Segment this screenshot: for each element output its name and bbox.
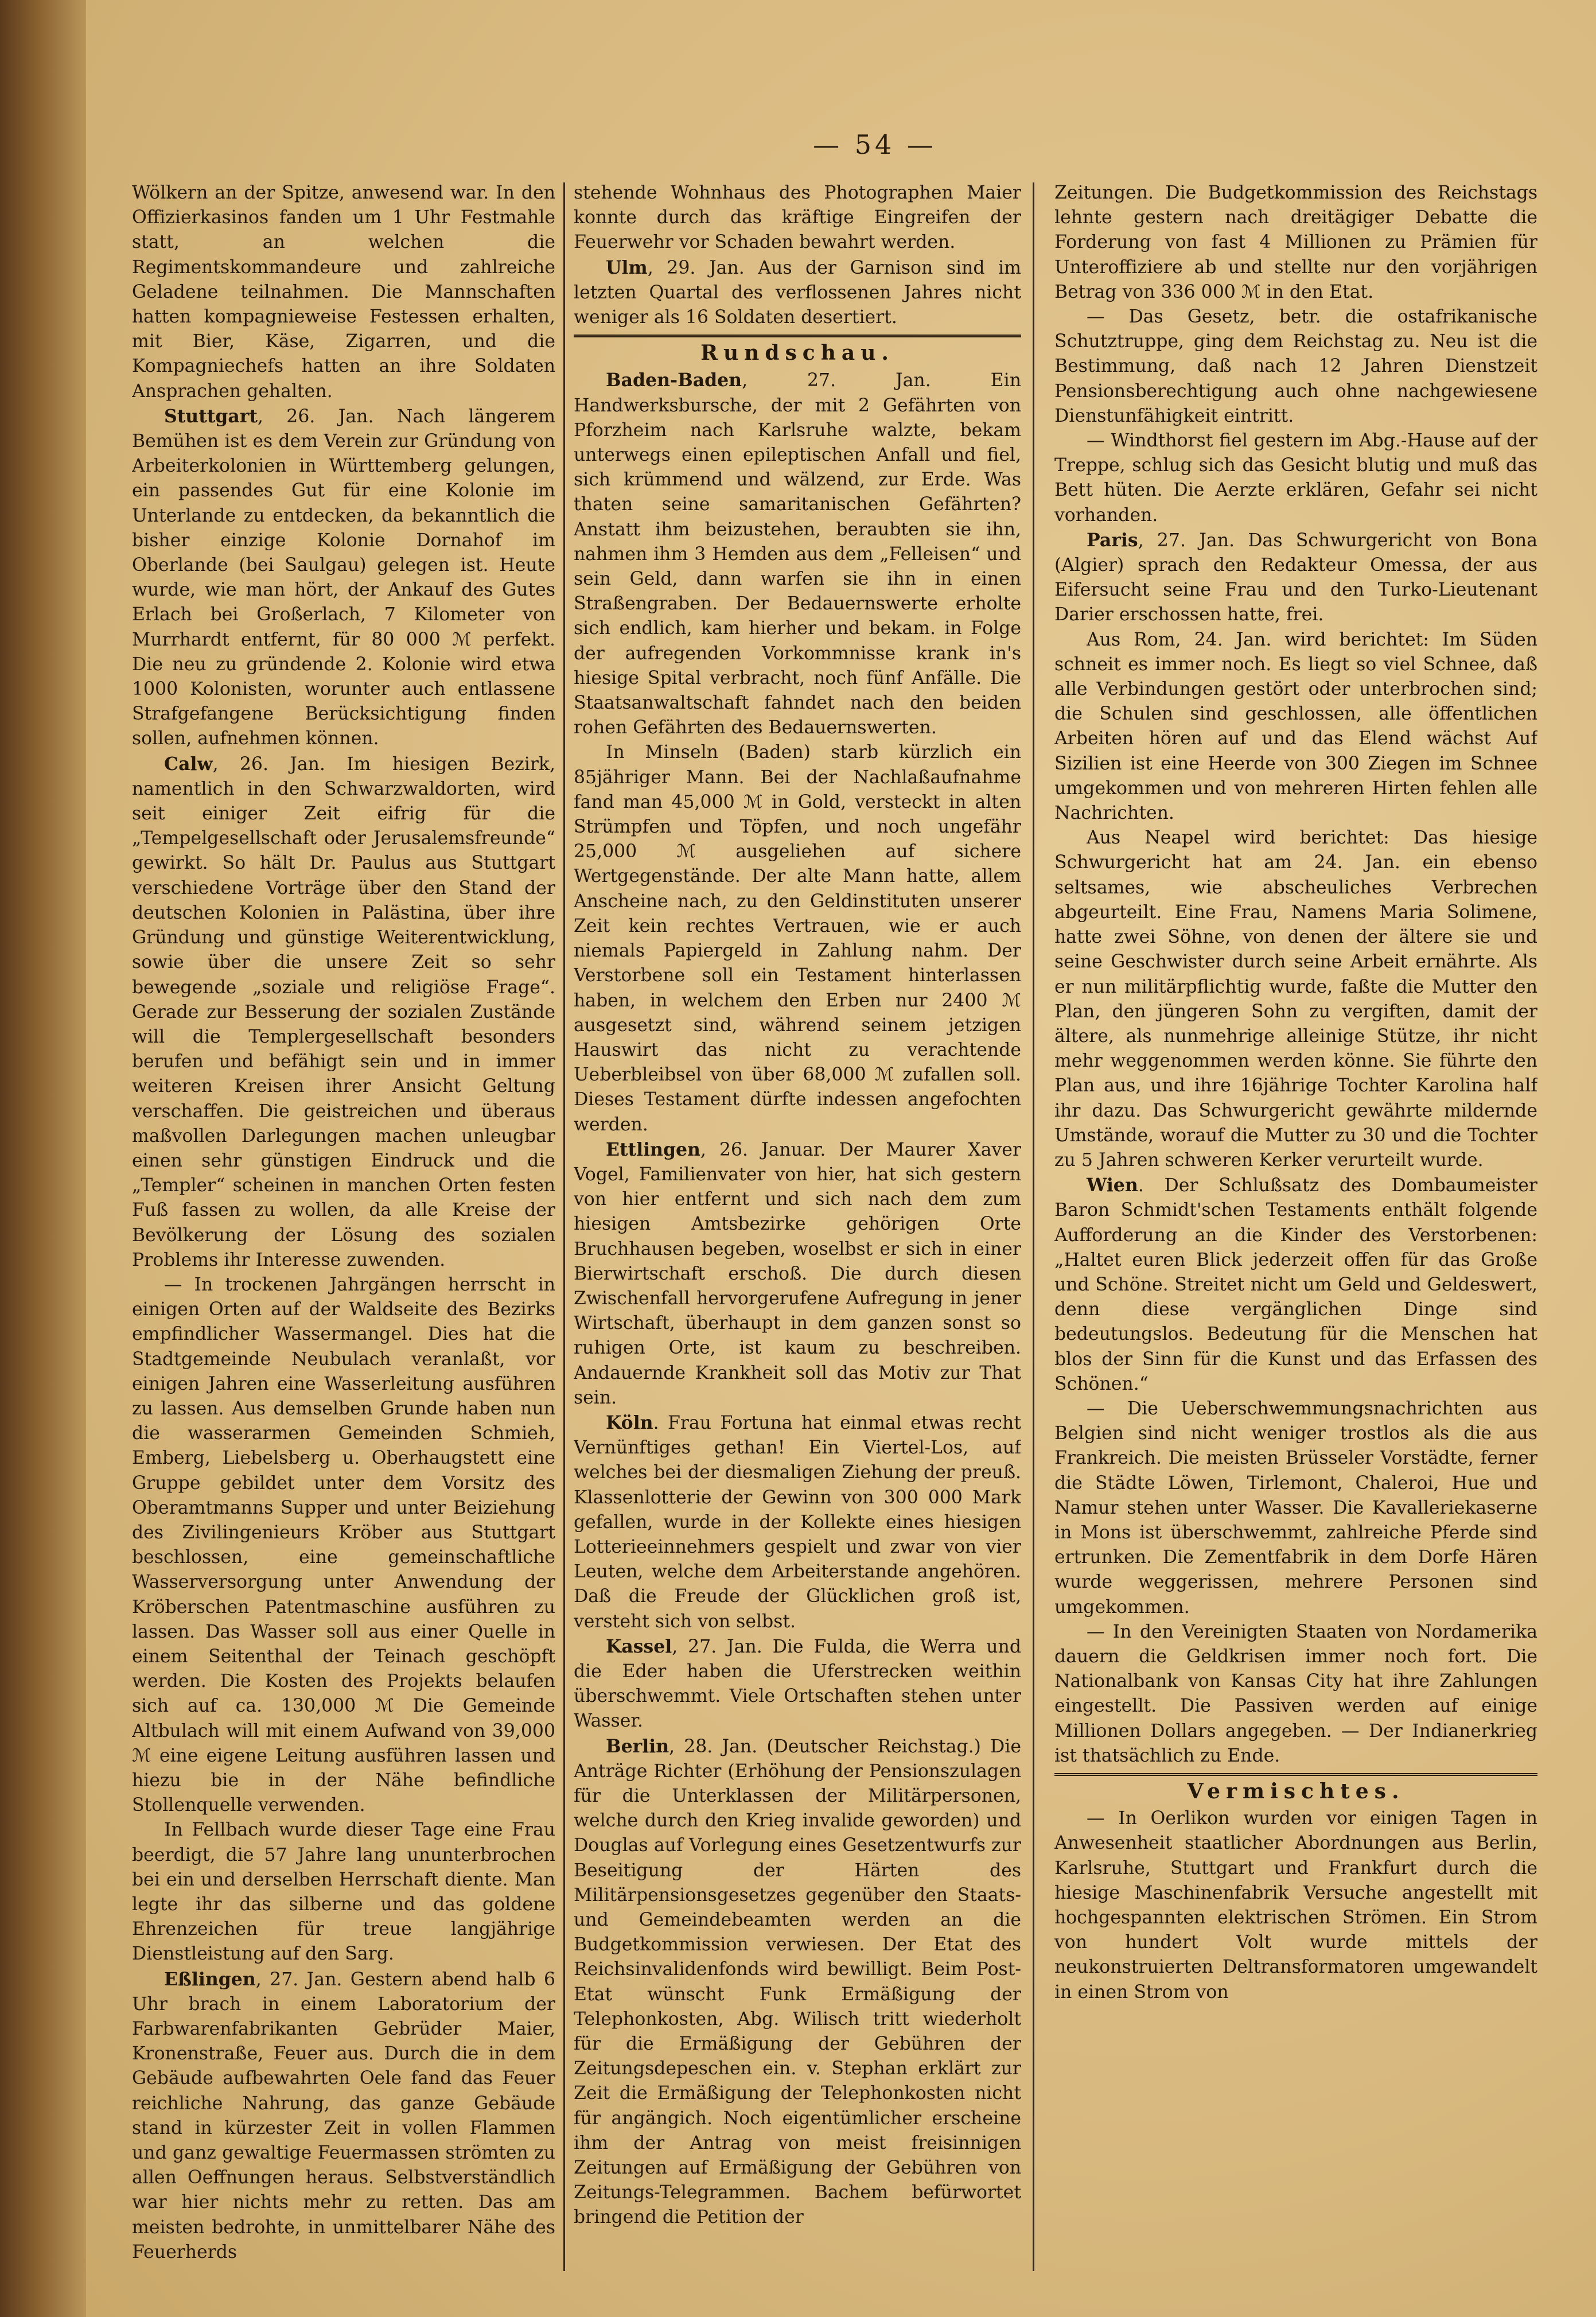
paragraph: Köln. Frau Fortuna hat einmal etwas recht Vernünftiges gethan! Ein Viertel-Los, auf welches bei der diesmaligen Ziehung der preuß. Klassenlotterie der Gewinn von 300 000 Mark gefallen, wurde in der Kollekte eines hiesigen Lotterieeinnehmers gespielt und zwar von vier Leuten, welche dem Arbeiterstande angehören. Daß die Freude der Glücklichen groß ist, versteht sich von selbst. <box>574 1412 1021 1632</box>
paragraph: stehende Wohnhaus des Photographen Maier konnte durch das kräftige Eingreifen der Feuerwehr vor Schaden bewahrt werden. <box>574 182 1021 253</box>
paragraph: — Windthorst fiel gestern im Abg.-Hause auf der Treppe, schlug sich das Gesicht blutig und muß das Bett hüten. Die Aerzte erklären, Gefahr sei nicht vorhanden. <box>1054 430 1537 526</box>
paragraph: Zeitungen. Die Budgetkommission des Reichstags lehnte gestern nach dreitägiger Debatte die Forderung von fast 4 Millionen zu Prämien für Unteroffiziere ab und stellte nur den vorjährigen Betrag von 336 000 ℳ in den Etat. <box>1054 182 1537 302</box>
paragraph: Wölkern an der Spitze, anwesend war. In den Offizierkasinos fanden um 1 Uhr Festmahle statt, an welchen die Regimentskommandeure und zahlreiche Geladene teilnahmen. Die Mannschaften hatten kompagnieweise Festessen erhalten, mit Bier, Käse, Zigarren, und die Kompagniechefs hatten an ihre Soldaten Ansprachen gehalten. <box>132 182 555 402</box>
paragraph: Ulm, 29. Jan. Aus der Garnison sind im letzten Quartal des verflossenen Jahres nicht weniger als 16 Soldaten desertiert. <box>574 256 1021 328</box>
section-rule <box>1054 1773 1537 1776</box>
paragraph: Aus Neapel wird berichtet: Das hiesige Schwurgericht hat am 24. Jan. ein ebenso seltsames, wie abscheuliches Verbrechen abgeurteilt. Eine Frau, Namens Maria Solimene, hatte zwei Söhne, von denen der ältere sie und seine Geschwister durch seine Arbeit ernährte. Als er nun militärpflichtig wurde, faßte die Mutter den Plan, den jüngeren Sohn zu vergiften, damit der ältere, als nunmehrige alleinige Stütze, ihr nicht mehr weggenommen werden könne. Sie führte den Plan aus, und ihre 16jährige Tochter Karolina half ihr dazu. Das Schwurgericht gewährte mildernde Umstände, worauf die Mutter zu 30 und die Tochter zu 5 Jahren schweren Kerker verurteilt wurde. <box>1054 827 1537 1171</box>
section-heading-rundschau: Rundschau. <box>700 341 894 366</box>
paragraph: — In Oerlikon wurden vor einigen Tagen in Anwesenheit staatlicher Abordnungen aus Berlin, Karlsruhe, Stuttgart und Frankfurt durch die hiesige Maschinenfabrik Versuche angestellt mit hochgespannten elektrischen Strömen. Ein Strom von hundert Volt wurde mittels der neukonstruierten Deltransformatoren umgewandelt in einen Strom von <box>1054 1808 1537 2003</box>
column-3 <box>1054 181 1537 2269</box>
newspaper-page <box>86 0 1596 2317</box>
place-name: Ulm <box>606 256 648 278</box>
page-number: — 54 — <box>813 129 937 160</box>
column-1 <box>132 181 555 2269</box>
place-name: Berlin <box>606 1735 669 1757</box>
paragraph: Paris, 27. Jan. Das Schwurgericht von Bona (Algier) sprach den Redakteur Omessa, der aus Eifersucht seine Frau und den Turko-Lieutenant Darier erschossen hatte, frei. <box>1054 529 1537 625</box>
paragraph: Eßlingen, 27. Jan. Gestern abend halb 6 Uhr brach in einem Laboratorium der Farbwarenfabrikanten Gebrüder Maier, Kronenstraße, Feuer aus. Durch die in dem Gebäude aufbewahrten Oele fand das Feuer reichliche Nahrung, das ganze Gebäude stand in kürzester Zeit in vollen Flammen und ganz gewaltige Feuermassen strömten zu allen Oeffnungen heraus. Selbstverständlich war hier nichts mehr zu retten. Das am meisten bedrohte, in unmittelbarer Nähe des Feuerherds <box>132 1968 555 2262</box>
section-rule <box>574 335 1021 337</box>
paragraph: Ettlingen, 26. Januar. Der Maurer Xaver Vogel, Familienvater von hier, hat sich gestern von hier entfernt und sich nach dem zum hiesigen Amtsbezirke gehörigen Orte Bruchhausen begeben, woselbst er sich in einer Bierwirtschaft erschoß. Die durch diesen Zwischenfall hervorgerufene Aufregung in jener Wirtschaft, überhaupt in dem ganzen sonst so ruhigen Orte, ist kaum zu beschreiben. Andauernde Krankheit soll das Motiv zur That sein. <box>574 1138 1021 1408</box>
paragraph: — In trockenen Jahrgängen herrscht in einigen Orten auf der Waldseite des Bezirks empfindlicher Wassermangel. Dies hat die Stadtgemeinde Neubulach veranlaßt, vor einigen Jahren eine Wasserleitung ausführen zu lassen. Aus demselben Grunde haben nun die wasserarmen Gemeinden Schmieh, Emberg, Liebelsberg u. Oberhaugstett eine Gruppe gebildet unter dem Vorsitz des Oberamtmanns Supper und unter Beiziehung des Zivilingenieurs Kröber aus Stuttgart beschlossen, eine gemeinschaftliche Wasserversorgung unter Anwendung der Kröberschen Patentmaschine ausführen zu lassen. Das Wasser soll aus einer Quelle in einem Seitenthal der Teinach geschöpft werden. Die Kosten des Projekts belaufen sich auf ca. 130,000 ℳ Die Gemeinde Altbulach will mit einem Aufwand von 39,000 ℳ eine eigene Leitung ausführen lassen und hiezu bie in der Nähe befindliche Stollenquelle verwenden. <box>132 1274 555 1816</box>
column-2 <box>574 181 1021 2269</box>
paragraph: — Die Ueberschwemmungsnachrichten aus Belgien sind nicht weniger trostlos als die aus Frankreich. Die meisten Brüsseler Vorstädte, ferner die Städte Löwen, Tirlemont, Chaleroi, Hue und Namur stehen unter Wasser. Die Kavalleriekaserne in Mons ist überschwemmt, zahlreiche Pferde sind ertrunken. Die Zementfabrik in dem Dorfe Hären wurde weggerissen, mehrere Personen sind umgekommen. <box>1054 1398 1537 1618</box>
place-name: Eßlingen <box>164 1968 256 1990</box>
place-name: Baden-Baden <box>606 370 742 391</box>
book-gutter <box>0 0 86 2317</box>
paragraph: Calw, 26. Jan. Im hiesigen Bezirk, namentlich in den Schwarzwaldorten, wird seit einiger Zeit eifrig für die „Tempelgesellschaft oder Jerusalemsfreunde“ gewirkt. So hält Dr. Paulus aus Stuttgart verschiedene Vorträge über den Stand der deutschen Kolonien in Palästina, über ihre Gründung und günstige Weiterentwicklung, sowie über die unsere Zeit so sehr bewegende „soziale und religiöse Frage“. Gerade zur Besserung der sozialen Zustände will die Templergesellschaft besonders berufen und befähigt sein und in immer weiteren Kreisen ihrer Ansicht Geltung verschaffen. Die geistreichen und überaus maßvollen Darlegungen machen unleugbar einen sehr günstigen Eindruck und die „Templer“ scheinen in manchen Orten festen Fuß fassen zu wollen, da alle Kreise der Bevölkerung der Lösung des sozialen Problems ihr Interesse zuwenden. <box>132 753 555 1270</box>
column-divider <box>563 182 565 2271</box>
paragraph: Berlin, 28. Jan. (Deutscher Reichstag.) Die Anträge Richter (Erhöhung der Pensionszulagen für die Unterklassen der Militärpersonen, welche durch den Krieg invalide geworden) und Douglas auf Vorlegung eines Gesetzentwurfs zur Beseitigung der Härten des Militärpensionsgesetzes gegenüber den Staats- und Gemeindebeamten werden an die Budgetkommission verwiesen. Der Etat des Reichsinvalidenfonds wird bewilligt. Beim Post-Etat wünscht Funk Ermäßigung der Telephonkosten, Abg. Wilisch tritt wiederholt für die Ermäßigung der Gebühren der Zeitungsdepeschen ein. v. Stephan erklärt zur Zeit die Ermäßigung der Telephonkosten nicht für angängich. Noch eigentümlicher erscheine ihm der Antrag von meist freisinnigen Zeitungen auf Ermäßigung der Gebühren von Zeitungs-Telegrammen. Bachem befürwortet bringend die Petition der <box>574 1735 1021 2228</box>
paragraph: Wien. Der Schlußsatz des Dombaumeister Baron Schmidt'schen Testaments enthält folgende Aufforderung an die Kinder des Verstorbenen: „Haltet euren Blick jederzeit offen für das Große und Schöne. Streitet nicht um Geld und Geldeswert, denn diese vergänglichen Dinge sind bedeutungslos. Bedeutung für die Menschen hat blos der Sinn für die Kunst und das Erfassen des Schönen.“ <box>1054 1175 1537 1394</box>
place-name: Kassel <box>606 1635 672 1657</box>
paragraph: Kassel, 27. Jan. Die Fulda, die Werra und die Eder haben die Uferstrecken weithin überschwemmt. Viele Ortschaften stehen unter Wasser. <box>574 1635 1021 1732</box>
paragraph: Stuttgart, 26. Jan. Nach längerem Bemühen ist es dem Verein zur Gründung von Arbeiterkolonien in Württemberg gelungen, ein passendes Gut für eine Kolonie im Unterlande zu entdecken, da bekanntlich die bisher einzige Kolonie Dornahof im Oberlande (bei Saulgau) gelegen ist. Heute wurde, wie man hört, der Ankauf des Gutes Erlach bei Großerlach, 7 Kilometer von Murrhardt entfernt, für 80 000 ℳ perfekt. Die neu zu gründende 2. Kolonie wird etwa 1000 Kolonisten, worunter auch entlassene Strafgefangene Berücksichtigung finden sollen, aufnehmen können. <box>132 405 555 749</box>
paragraph: — Das Gesetz, betr. die ostafrikanische Schutztruppe, ging dem Reichstag zu. Neu ist die Bestimmung, daß nach 12 Jahren Dienstzeit Pensionsberechtigung auch ohne nachgewiesene Dienstunfähigkeit eintritt. <box>1054 306 1537 426</box>
place-name: Paris <box>1087 529 1138 551</box>
section-heading-vermischtes: Vermischtes. <box>1187 1779 1405 1803</box>
paragraph: Baden-Baden, 27. Jan. Ein Handwerksbursche, der mit 2 Gefährten von Pforzheim nach Karlsruhe walzte, bekam unterwegs einen epileptischen Anfall und fiel, sich krümmend und wälzend, zur Erde. Was thaten seine samaritanischen Gefährten? Anstatt ihm beizustehen, beraubten sie ihn, nahmen ihm 3 Hemden aus dem „Felleisen“ und sein Geld, dann warfen sie ihn in einen Straßengraben. Der Bedauernswerte erholte sich endlich, kam hierher und bekam. in Folge der aufregenden Vorkommnisse krank in's hiesige Spital verbracht, noch fünf Anfälle. Die Staatsanwaltschaft fahndet nach den beiden rohen Gefährten des Bedauernswerten. <box>574 370 1021 738</box>
paragraph: Aus Rom, 24. Jan. wird berichtet: Im Süden schneit es immer noch. Es liegt so viel Schnee, daß alle Verbindungen gestört oder unterbrochen sind; die Schulen sind geschlossen, alle öffentlichen Arbeiten hören auf und das Elend wächst Auf Sizilien ist eine Heerde von 300 Ziegen im Schnee umgekommen und von mehreren Hirten fehlen alle Nachrichten. <box>1054 629 1537 824</box>
paragraph: In Fellbach wurde dieser Tage eine Frau beerdigt, die 57 Jahre lang ununterbrochen bei ein und derselben Herrschaft diente. Man legte ihr das silberne und das goldene Ehrenzeichen für treue langjährige Dienstleistung auf den Sarg. <box>132 1820 555 1965</box>
place-name: Ettlingen <box>606 1138 700 1160</box>
place-name: Köln <box>606 1412 653 1433</box>
place-name: Calw <box>164 753 213 775</box>
paragraph: — In den Vereinigten Staaten von Nordamerika dauern die Geldkrisen immer noch fort. Die Nationalbank von Kansas City hat ihre Zahlungen eingestellt. Die Passiven werden auf einige Millionen Dollars angegeben. — Der Indianerkrieg ist thatsächlich zu Ende. <box>1054 1621 1537 1766</box>
column-divider <box>1033 182 1034 2271</box>
paragraph: In Minseln (Baden) starb kürzlich ein 85jähriger Mann. Bei der Nachlaßaufnahme fand man 45,000 ℳ in Gold, versteckt in alten Strümpfen und Töpfen, und noch ungefähr 25,000 ℳ ausgeliehen auf sichere Wertgegenstände. Der alte Mann hatte, allem Anscheine nach, zu den Geldinstituten unserer Zeit kein rechtes Vertrauen, wie er auch niemals Papiergeld in Zahlung nahm. Der Verstorbene soll ein Testament hinterlassen haben, in welchem den Erben nur 2400 ℳ ausgesetzt sind, während seinem jetzigen Hauswirt das nicht zu verachtende Ueberbleibsel von über 68,000 ℳ zufallen soll. Dieses Testament dürfte indessen angefochten werden. <box>574 742 1021 1135</box>
place-name: Stuttgart <box>164 405 258 427</box>
place-name: Wien <box>1087 1175 1138 1196</box>
